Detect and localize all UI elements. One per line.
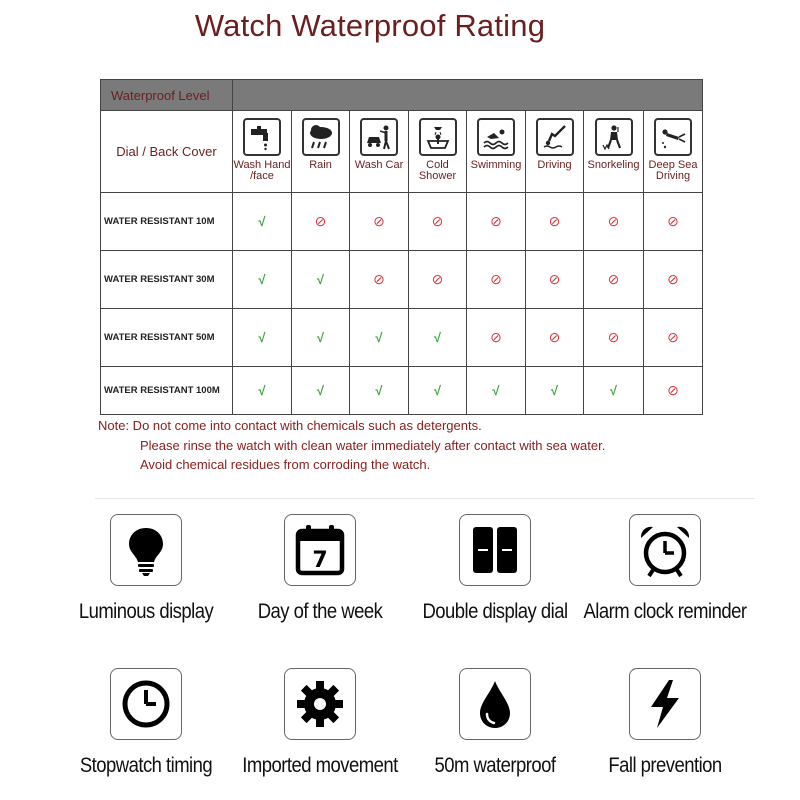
alarm-clock-icon [629, 514, 701, 586]
clock-icon [110, 668, 182, 740]
forbidden-icon [467, 309, 526, 367]
allowed-mark: √ [258, 382, 266, 398]
forbidden-icon [644, 309, 703, 367]
forbidden-icon [584, 309, 644, 367]
activity-label: Cold Shower [418, 158, 457, 182]
not-allowed-mark: ⊘ [431, 270, 444, 287]
forbidden-icon [644, 251, 703, 309]
feature-fall-prevention [570, 668, 760, 778]
forbidden-icon [584, 251, 644, 309]
feature-label: Luminous display [78, 600, 214, 623]
feature-label: Double display dial [422, 600, 568, 623]
forbidden-icon [467, 251, 526, 309]
forbidden-icon [644, 193, 703, 251]
not-allowed-mark: ⊘ [607, 212, 620, 229]
not-allowed-mark: ⊘ [314, 212, 327, 229]
forbidden-icon [292, 193, 350, 251]
not-allowed-mark: ⊘ [548, 212, 561, 229]
rating-row [101, 367, 703, 415]
not-allowed-mark: ⊘ [667, 212, 679, 229]
lightning-icon [629, 668, 701, 740]
rating-row-label: WATER RESISTANT 100M [101, 367, 233, 415]
activity-wash-car [350, 111, 409, 193]
feature-day-of-week [225, 514, 415, 624]
not-allowed-mark: ⊘ [431, 212, 444, 229]
page-title: Watch Waterproof Rating [194, 8, 546, 43]
snorkeler-icon [595, 118, 633, 156]
faucet-icon [243, 118, 281, 156]
waterproof-level-label: Waterproof Level [101, 80, 233, 111]
check-mark-icon [467, 367, 526, 415]
not-allowed-mark: ⊘ [548, 328, 561, 345]
activity-label: Wash Hand /face [233, 158, 291, 182]
rating-row [101, 193, 703, 251]
activity-label: Wash Car [354, 158, 404, 171]
activity-swimming [467, 111, 526, 193]
not-allowed-mark: ⊘ [490, 328, 502, 345]
car-wash-icon [360, 118, 398, 156]
feature-label: Stopwatch timing [79, 754, 213, 777]
activity-driving [526, 111, 584, 193]
feature-waterproof [400, 668, 590, 778]
rating-row-label: WATER RESISTANT 30M [101, 251, 233, 309]
check-mark-icon [350, 367, 409, 415]
not-allowed-mark: ⊘ [373, 270, 385, 287]
activity-label: Deep Sea Driving [648, 158, 698, 182]
forbidden-icon [350, 193, 409, 251]
rating-row [101, 309, 703, 367]
allowed-mark: √ [550, 382, 559, 398]
check-mark-icon [233, 193, 292, 251]
activity-cold-shower [409, 111, 467, 193]
check-mark-icon [292, 251, 350, 309]
not-allowed-mark: ⊘ [607, 328, 620, 345]
shower-icon [419, 118, 457, 156]
activity-deep-sea [644, 111, 703, 193]
check-mark-icon [233, 251, 292, 309]
check-mark-icon [584, 367, 644, 415]
feature-label: 50m waterproof [434, 754, 556, 777]
rain-cloud-icon [302, 118, 340, 156]
rating-row [101, 251, 703, 309]
rating-row-label: WATER RESISTANT 10M [101, 193, 233, 251]
allowed-mark: √ [433, 329, 442, 345]
care-note [98, 416, 605, 475]
allowed-mark: √ [492, 382, 500, 398]
activity-wash-hand [233, 111, 292, 193]
activity-label: Snorkeling [587, 158, 640, 171]
allowed-mark: √ [258, 213, 266, 229]
diving-icon [536, 118, 574, 156]
water-drop-icon [459, 668, 531, 740]
forbidden-icon [409, 193, 467, 251]
allowed-mark: √ [258, 329, 266, 345]
header-bar [233, 80, 703, 111]
feature-label: Day of the week [257, 600, 383, 623]
forbidden-icon [350, 251, 409, 309]
allowed-mark: √ [375, 329, 383, 345]
gear-icon [284, 668, 356, 740]
note-line-2: Please rinse the watch with clean water immediately after contact with sea water. [140, 437, 606, 453]
check-mark-icon [292, 309, 350, 367]
double-dial-icon [459, 514, 531, 586]
not-allowed-mark: ⊘ [373, 212, 385, 229]
not-allowed-mark: ⊘ [548, 270, 561, 287]
calendar-day-number: 7 [312, 548, 328, 573]
not-allowed-mark: ⊘ [667, 381, 679, 398]
not-allowed-mark: ⊘ [490, 212, 502, 229]
feature-alarm [570, 514, 760, 624]
forbidden-icon [526, 251, 584, 309]
allowed-mark: √ [433, 382, 442, 398]
swimmer-icon [477, 118, 515, 156]
rating-row-label: WATER RESISTANT 50M [101, 309, 233, 367]
check-mark-icon [409, 309, 467, 367]
section-divider [95, 498, 755, 499]
not-allowed-mark: ⊘ [667, 328, 679, 345]
forbidden-icon [644, 367, 703, 415]
feature-movement [225, 668, 415, 778]
forbidden-icon [584, 193, 644, 251]
activity-row [101, 111, 703, 193]
activity-label: Driving [537, 158, 572, 171]
dial-back-cover-label: Dial / Back Cover [101, 111, 233, 193]
feature-label: Imported movement [242, 754, 398, 777]
check-mark-icon [350, 309, 409, 367]
note-line-1: Note: Do not come into contact with chemicals such as detergents. [98, 418, 482, 433]
feature-luminous [51, 514, 241, 624]
feature-label: Alarm clock reminder [583, 600, 747, 623]
allowed-mark: √ [609, 382, 618, 398]
forbidden-icon [526, 193, 584, 251]
light-bulb-icon [110, 514, 182, 586]
allowed-mark: √ [375, 382, 383, 398]
not-allowed-mark: ⊘ [607, 270, 620, 287]
check-mark-icon [526, 367, 584, 415]
feature-label: Fall prevention [608, 754, 722, 777]
check-mark-icon [409, 367, 467, 415]
feature-stopwatch [51, 668, 241, 778]
activity-label: Rain [309, 158, 332, 171]
feature-double-dial [400, 514, 590, 624]
rating-rows [101, 193, 703, 415]
allowed-mark: √ [316, 271, 325, 287]
note-line-3: Avoid chemical residues from corroding the watch. [140, 457, 431, 472]
table-header-row [101, 80, 703, 111]
allowed-mark: √ [316, 382, 325, 398]
forbidden-icon [526, 309, 584, 367]
not-allowed-mark: ⊘ [667, 270, 679, 287]
check-mark-icon [233, 309, 292, 367]
deep-sea-diver-icon [654, 118, 692, 156]
allowed-mark: √ [258, 271, 266, 287]
waterproof-rating-table [100, 79, 703, 415]
calendar-icon [284, 514, 356, 586]
activity-label: Swimming [470, 158, 522, 171]
not-allowed-mark: ⊘ [490, 270, 502, 287]
activity-rain [292, 111, 350, 193]
forbidden-icon [467, 193, 526, 251]
check-mark-icon [233, 367, 292, 415]
activity-snorkeling [584, 111, 644, 193]
forbidden-icon [409, 251, 467, 309]
check-mark-icon [292, 367, 350, 415]
allowed-mark: √ [316, 329, 325, 345]
